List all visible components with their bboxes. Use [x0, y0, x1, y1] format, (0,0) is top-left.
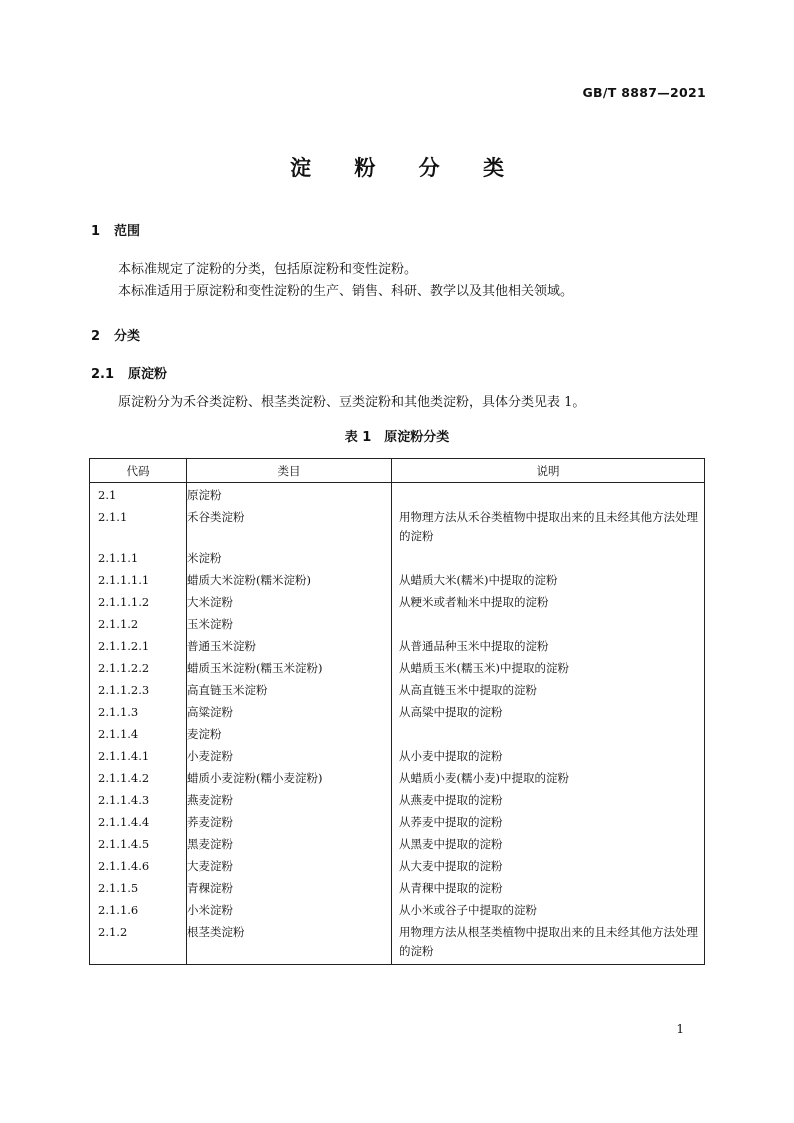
section-title: 范围: [114, 224, 141, 239]
category-cell: 高直链玉米淀粉: [187, 678, 392, 700]
table-row: [90, 876, 705, 898]
classification-table: [89, 458, 705, 965]
code-cell: 2.1.1.2.2: [90, 656, 187, 678]
section-title: 原淀粉: [128, 367, 168, 382]
section-number: 1: [91, 224, 101, 239]
section-1-heading: [91, 220, 140, 239]
code-cell: 2.1.1.3: [90, 700, 187, 722]
description-cell: [392, 612, 705, 634]
table-row: [90, 898, 705, 920]
category-cell: 根茎类淀粉: [187, 920, 392, 965]
table-row: [90, 700, 705, 722]
column-header-code: 代码: [90, 459, 187, 483]
table-row: [90, 546, 705, 568]
page-number: 1: [676, 1022, 684, 1036]
table-caption: 表 1 原淀粉分类: [344, 430, 450, 445]
category-cell: 大麦淀粉: [187, 854, 392, 876]
code-cell: 2.1.1.2.1: [90, 634, 187, 656]
section-2-heading: [91, 325, 140, 344]
code-cell: 2.1.1.1.2: [90, 590, 187, 612]
description-cell: [392, 483, 705, 506]
table-row: [90, 744, 705, 766]
table-row: [90, 722, 705, 744]
table-row: [90, 788, 705, 810]
scope-paragraph-2: 本标准适用于原淀粉和变性淀粉的生产、销售、科研、教学以及其他相关领域。: [118, 284, 574, 299]
description-cell: 用物理方法从根茎类植物中提取出来的且未经其他方法处理的淀粉: [392, 920, 705, 965]
code-cell: 2.1.1.4.6: [90, 854, 187, 876]
code-cell: 2.1.1.4.3: [90, 788, 187, 810]
description-cell: 从普通品种玉米中提取的淀粉: [392, 634, 705, 656]
code-cell: 2.1.1.4.4: [90, 810, 187, 832]
section-number: 2: [91, 329, 101, 344]
description-cell: 从大麦中提取的淀粉: [392, 854, 705, 876]
category-cell: 蜡质玉米淀粉(糯玉米淀粉): [187, 656, 392, 678]
category-cell: 小麦淀粉: [187, 744, 392, 766]
category-cell: 麦淀粉: [187, 722, 392, 744]
category-cell: 玉米淀粉: [187, 612, 392, 634]
category-cell: 原淀粉: [187, 483, 392, 506]
category-cell: 荞麦淀粉: [187, 810, 392, 832]
description-cell: 从粳米或者籼米中提取的淀粉: [392, 590, 705, 612]
table-row: [90, 612, 705, 634]
code-cell: 2.1.1.4.2: [90, 766, 187, 788]
description-cell: 从蜡质玉米(糯玉米)中提取的淀粉: [392, 656, 705, 678]
code-cell: 2.1.1.1: [90, 546, 187, 568]
category-cell: 燕麦淀粉: [187, 788, 392, 810]
column-header-category: 类目: [187, 459, 392, 483]
description-cell: 从高粱中提取的淀粉: [392, 700, 705, 722]
category-cell: 小米淀粉: [187, 898, 392, 920]
table-row: [90, 766, 705, 788]
description-cell: 从荞麦中提取的淀粉: [392, 810, 705, 832]
code-cell: 2.1: [90, 483, 187, 506]
category-cell: 蜡质大米淀粉(糯米淀粉): [187, 568, 392, 590]
code-cell: 2.1.2: [90, 920, 187, 965]
table-row: [90, 832, 705, 854]
section-2-1-heading: [91, 363, 167, 382]
code-cell: 2.1.1.2.3: [90, 678, 187, 700]
table-row: [90, 810, 705, 832]
description-cell: 从青稞中提取的淀粉: [392, 876, 705, 898]
standard-code: GB/T 8887—2021: [582, 85, 706, 100]
code-cell: 2.1.1.4.1: [90, 744, 187, 766]
description-cell: 从黑麦中提取的淀粉: [392, 832, 705, 854]
category-cell: 蜡质小麦淀粉(糯小麦淀粉): [187, 766, 392, 788]
table-row: [90, 483, 705, 506]
table-row: [90, 568, 705, 590]
category-cell: 大米淀粉: [187, 590, 392, 612]
category-cell: 高粱淀粉: [187, 700, 392, 722]
description-cell: 从蜡质小麦(糯小麦)中提取的淀粉: [392, 766, 705, 788]
table-row: [90, 920, 705, 965]
code-cell: 2.1.1: [90, 505, 187, 546]
description-cell: 从高直链玉米中提取的淀粉: [392, 678, 705, 700]
native-paragraph: 原淀粉分为禾谷类淀粉、根茎类淀粉、豆类淀粉和其他类淀粉，具体分类见表 1。: [118, 395, 586, 410]
category-cell: 黑麦淀粉: [187, 832, 392, 854]
section-number: 2.1: [91, 367, 115, 382]
code-cell: 2.1.1.1.1: [90, 568, 187, 590]
table-header-row: [90, 459, 705, 483]
table-row: [90, 634, 705, 656]
code-cell: 2.1.1.2: [90, 612, 187, 634]
description-cell: 从蜡质大米(糯米)中提取的淀粉: [392, 568, 705, 590]
description-cell: 从燕麦中提取的淀粉: [392, 788, 705, 810]
description-cell: 从小米或谷子中提取的淀粉: [392, 898, 705, 920]
column-header-description: 说明: [392, 459, 705, 483]
document-title: 淀 粉 分 类: [290, 156, 522, 180]
category-cell: 禾谷类淀粉: [187, 505, 392, 546]
table-row: [90, 505, 705, 546]
table-row: [90, 678, 705, 700]
category-cell: 普通玉米淀粉: [187, 634, 392, 656]
code-cell: 2.1.1.6: [90, 898, 187, 920]
description-cell: 从小麦中提取的淀粉: [392, 744, 705, 766]
table-row: [90, 656, 705, 678]
description-cell: [392, 722, 705, 744]
category-cell: 米淀粉: [187, 546, 392, 568]
category-cell: 青稞淀粉: [187, 876, 392, 898]
scope-paragraph-1: 本标准规定了淀粉的分类，包括原淀粉和变性淀粉。: [118, 262, 418, 277]
description-cell: [392, 546, 705, 568]
code-cell: 2.1.1.5: [90, 876, 187, 898]
description-cell: 用物理方法从禾谷类植物中提取出来的且未经其他方法处理的淀粉: [392, 505, 705, 546]
table-row: [90, 590, 705, 612]
code-cell: 2.1.1.4.5: [90, 832, 187, 854]
table-row: [90, 854, 705, 876]
section-title: 分类: [114, 329, 141, 344]
code-cell: 2.1.1.4: [90, 722, 187, 744]
